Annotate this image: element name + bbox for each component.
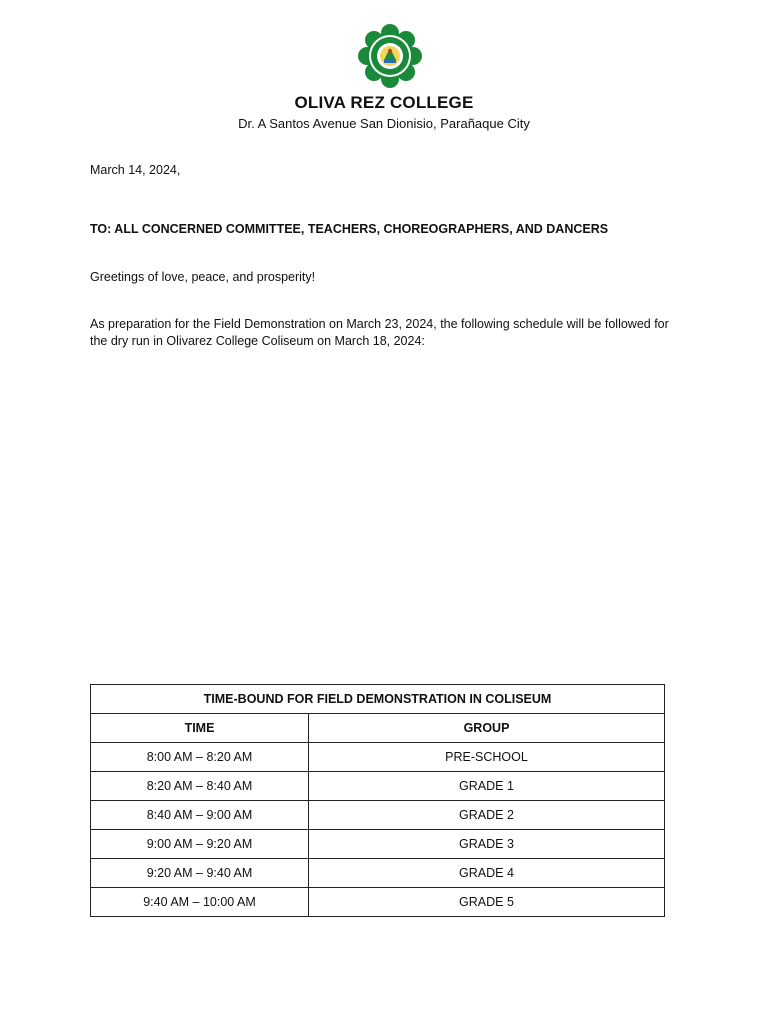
time-cell: 8:20 AM – 8:40 AM — [91, 772, 309, 801]
column-header-time: TIME — [91, 714, 309, 743]
time-cell: 9:00 AM – 9:20 AM — [91, 830, 309, 859]
table-row — [91, 888, 665, 917]
table-row — [91, 772, 665, 801]
group-cell: GRADE 3 — [309, 830, 665, 859]
letter-greeting: Greetings of love, peace, and prosperity! — [90, 270, 316, 284]
letter-body: As preparation for the Field Demonstration on March 23, 2024, the following schedule will be followed for the dry run in Olivarez College Coliseum on March 18, 2024: — [90, 317, 669, 348]
time-cell: 8:00 AM – 8:20 AM — [91, 743, 309, 772]
table-row — [91, 859, 665, 888]
college-name: OLIVA REZ COLLEGE — [294, 93, 474, 112]
college-seal-logo — [356, 24, 424, 88]
table-row — [91, 830, 665, 859]
group-cell: GRADE 2 — [309, 801, 665, 830]
table-row — [91, 743, 665, 772]
time-cell: 8:40 AM – 9:00 AM — [91, 801, 309, 830]
group-cell: GRADE 5 — [309, 888, 665, 917]
group-cell: PRE-SCHOOL — [309, 743, 665, 772]
column-header-group: GROUP — [309, 714, 665, 743]
time-cell: 9:20 AM – 9:40 AM — [91, 859, 309, 888]
time-cell: 9:40 AM – 10:00 AM — [91, 888, 309, 917]
group-cell: GRADE 1 — [309, 772, 665, 801]
college-address: Dr. A Santos Avenue San Dionisio, Parañaque City — [238, 116, 530, 131]
letter-date: March 14, 2024, — [90, 163, 181, 177]
schedule-caption: TIME-BOUND FOR FIELD DEMONSTRATION IN COLISEUM — [91, 685, 665, 714]
letter-recipients: TO: ALL CONCERNED COMMITTEE, TEACHERS, CHOREOGRAPHERS, AND DANCERS — [90, 222, 609, 236]
table-row — [91, 801, 665, 830]
schedule-table — [90, 684, 665, 917]
group-cell: GRADE 4 — [309, 859, 665, 888]
